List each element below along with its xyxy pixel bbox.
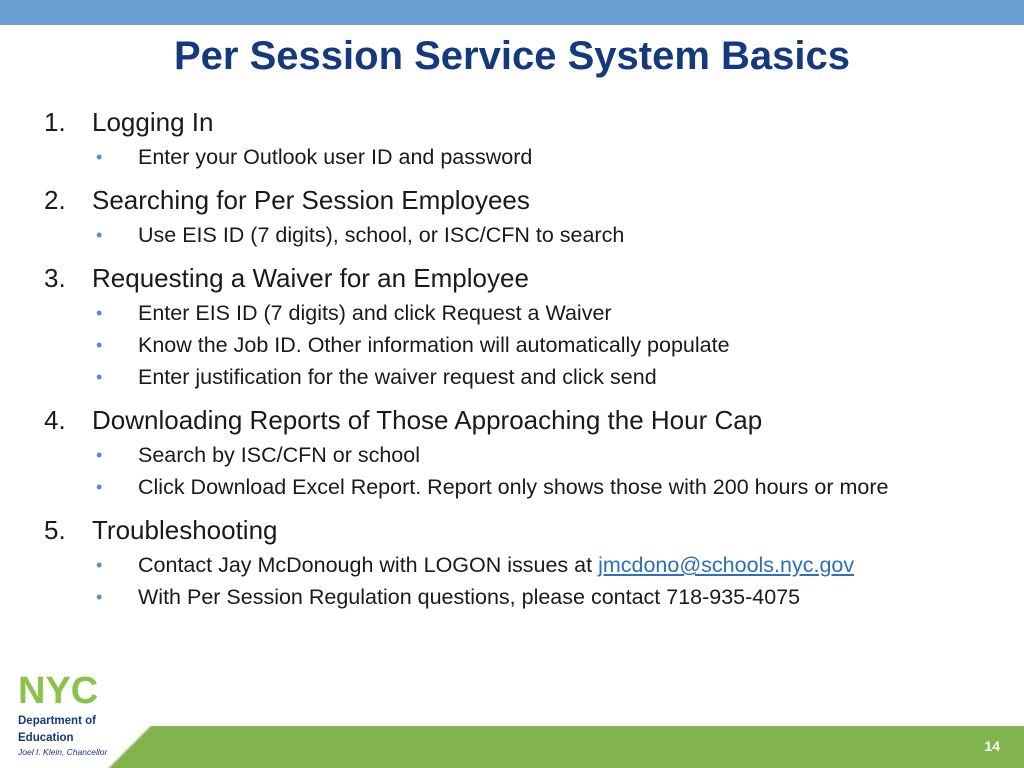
section-waiver: [44, 262, 994, 390]
logo-line-3: Joel I. Klein, Chancellor: [18, 747, 108, 757]
bullet-item: • Contact Jay McDonough with LOGON issues at jmcdono@schools.nyc.gov: [96, 553, 855, 577]
section-heading: Troubleshooting: [92, 515, 278, 545]
section-heading: Logging In: [92, 107, 214, 137]
slide-title: Per Session Service System Basics: [174, 34, 850, 78]
bullet-item: • Use EIS ID (7 digits), school, or ISC/CFN to search: [96, 223, 625, 247]
section-number: 3.: [44, 263, 66, 293]
bullet-icon: •: [96, 367, 103, 387]
svg-text:NYC: NYC: [18, 672, 99, 706]
section-number: 4.: [44, 405, 66, 435]
bullet-item: • Enter justification for the waiver request and click send: [96, 365, 657, 389]
section-heading: Downloading Reports of Those Approaching the Hour Cap: [92, 405, 763, 435]
section-heading: Requesting a Waiver for an Employee: [92, 263, 529, 293]
bullet-icon: •: [96, 587, 103, 607]
bullet-item: • Enter EIS ID (7 digits) and click Request a Waiver: [96, 301, 612, 325]
page-number: 14: [984, 738, 1000, 754]
bullet-list: [44, 144, 994, 170]
bullet-icon: •: [96, 477, 103, 497]
bullet-icon: •: [96, 445, 103, 465]
section-troubleshooting: [44, 514, 994, 610]
bullet-item: • Search by ISC/CFN or school: [96, 443, 420, 467]
bullet-item: • Click Download Excel Report. Report only shows those with 200 hours or more: [96, 475, 889, 499]
section-logging-in: [44, 106, 994, 170]
top-accent-bar: [0, 0, 1024, 25]
bullet-item: • With Per Session Regulation questions, please contact 718-935-4075: [96, 585, 801, 609]
logo-line-2: Education: [18, 732, 74, 744]
bullet-icon: •: [96, 335, 103, 355]
email-link[interactable]: jmcdono@schools.nyc.gov: [598, 553, 855, 577]
section-heading: Searching for Per Session Employees: [92, 185, 530, 215]
section-number: 2.: [44, 185, 66, 215]
bottom-accent-bar: [0, 726, 1024, 768]
bullet-icon: •: [96, 225, 103, 245]
bullet-icon: •: [96, 147, 103, 167]
bullet-icon: •: [96, 303, 103, 323]
bullet-list: [44, 552, 994, 610]
section-number: 5.: [44, 515, 66, 545]
bullet-item: • Know the Job ID. Other information will automatically populate: [96, 333, 730, 357]
section-searching: [44, 184, 994, 248]
bullet-icon: •: [96, 555, 103, 575]
slide-content: [44, 106, 994, 624]
bullet-list: [44, 300, 994, 390]
bullet-list: [44, 442, 994, 500]
bullet-list: [44, 222, 994, 248]
bullet-item: • Enter your Outlook user ID and password: [96, 145, 533, 169]
section-reports: [44, 404, 994, 500]
nyc-logo-icon: [18, 672, 118, 706]
logo-line-1: Department of: [18, 715, 96, 727]
section-number: 1.: [44, 107, 66, 137]
